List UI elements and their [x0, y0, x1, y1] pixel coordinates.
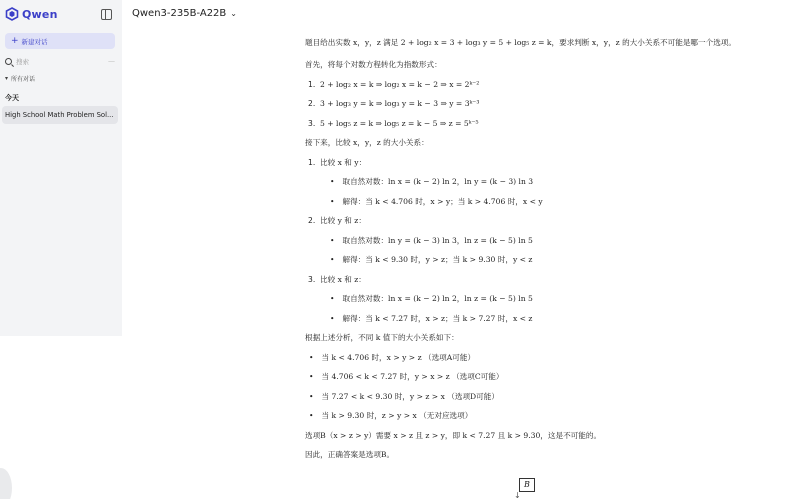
- more-icon[interactable]: —: [108, 57, 115, 65]
- equation-item: 3. 5 + log₅ z = k ⇒ log₅ z = k − 5 ⇒ z = 5ᵏ⁻⁵: [308, 118, 479, 128]
- conversation-item[interactable]: High School Math Problem Sol...: [2, 106, 118, 124]
- case-item: • 当 k > 9.30 时，z > y > x （无对应选项）: [305, 406, 765, 426]
- search-field[interactable]: [5, 55, 115, 67]
- equation-text: 3 + log₃ y = k ⇒ log₃ y = k − 3 ⇒ y = 3ᵏ⁻³: [320, 99, 480, 108]
- case-item: • 当 k < 4.706 时，x > y > z （选项A可能）: [305, 348, 765, 368]
- comparison-solve: • 解得：当 k < 9.30 时，y > z；当 k > 9.30 时，y < z: [305, 250, 765, 270]
- boxed-answer: B: [519, 478, 535, 492]
- case-item: • 当 4.706 < k < 7.27 时，y > x > z （选项C可能）: [305, 367, 765, 387]
- comparison-solve: • 解得：当 k < 4.706 时，x > y；当 k > 4.706 时，x < y: [305, 192, 765, 212]
- step2-text: 接下来，比较 x，y，z 的大小关系：: [305, 138, 429, 147]
- brand[interactable]: [5, 7, 58, 21]
- sidebar: [0, 0, 122, 336]
- step1-text: 首先，将每个对数方程转化为指数形式：: [305, 60, 442, 69]
- equation-item: 1. 2 + log₂ x = k ⇒ log₂ x = k − 2 ⇒ x = 2ᵏ⁻²: [308, 79, 480, 89]
- comparison-title: 2. 比较 y 和 z：: [308, 216, 366, 225]
- intro-text: 题目给出实数 x，y，z 满足 2 + log₂ x = 3 + log₃ y = 5 + log₅ z = k，要求判断 x，y，z 的大小关系不可能是哪一个选项。: [305, 38, 736, 47]
- model-selector[interactable]: [132, 8, 237, 19]
- app-name: Qwen: [22, 7, 58, 21]
- equation-item: 2. 3 + log₃ y = k ⇒ log₃ y = k − 3 ⇒ y = 3ᵏ⁻³: [308, 99, 480, 108]
- section-today: 今天: [5, 94, 19, 102]
- all-conversations-label: 所有对话: [11, 76, 36, 83]
- plus-icon: +: [11, 36, 19, 46]
- chevron-down-icon: ⌄: [230, 9, 237, 18]
- search-placeholder: 搜索: [16, 57, 29, 66]
- case-item: • 当 7.27 < k < 9.30 时，y > z > x （选项D可能）: [305, 387, 765, 407]
- equation-text: 2 + log₂ x = k ⇒ log₂ x = k − 2 ⇒ x = 2ᵏ⁻²: [320, 79, 480, 89]
- sidebar-toggle-icon[interactable]: [101, 9, 112, 20]
- final-answer-text: 因此，正确答案是选项B。: [305, 450, 395, 459]
- equation-text: 5 + log₅ z = k ⇒ log₅ z = k − 5 ⇒ z = 5ᵏ⁻⁵: [320, 118, 479, 128]
- new-chat-button[interactable]: [5, 33, 115, 49]
- answer-content: [305, 36, 765, 465]
- search-icon: [5, 58, 12, 65]
- comparison-title: 3. 比较 x 和 z：: [308, 274, 366, 284]
- comparison-log: • 取自然对数：ln x = (k − 2) ln 2，ln z = (k − 5) ln 5: [305, 289, 765, 309]
- qwen-logo-icon: [5, 7, 19, 21]
- comparison-solve: • 解得：当 k < 7.27 时，x > z；当 k > 7.27 时，x < z: [305, 309, 765, 329]
- comparison-title: 1. 比较 x 和 y：: [308, 157, 367, 167]
- model-name: Qwen3-235B-A22B: [132, 8, 227, 19]
- conclusion-text: 选项B（x > z > y）需要 x > z 且 z > y，即 k < 7.27 且 k > 9.30，这是不可能的。: [305, 430, 602, 440]
- step3-text: 根据上述分析，不同 k 值下的大小关系如下：: [305, 333, 459, 342]
- new-chat-label: 新建对话: [21, 37, 48, 46]
- comparison-log: • 取自然对数：ln x = (k − 2) ln 2，ln y = (k − 3) ln 3: [305, 172, 765, 192]
- scroll-down-icon[interactable]: ↓: [514, 491, 521, 499]
- avatar: [0, 468, 12, 499]
- chevron-down-icon: ▾: [5, 75, 9, 82]
- comparison-log: • 取自然对数：ln y = (k − 3) ln 3，ln z = (k − 5) ln 5: [305, 231, 765, 251]
- all-conversations-toggle[interactable]: [5, 74, 35, 83]
